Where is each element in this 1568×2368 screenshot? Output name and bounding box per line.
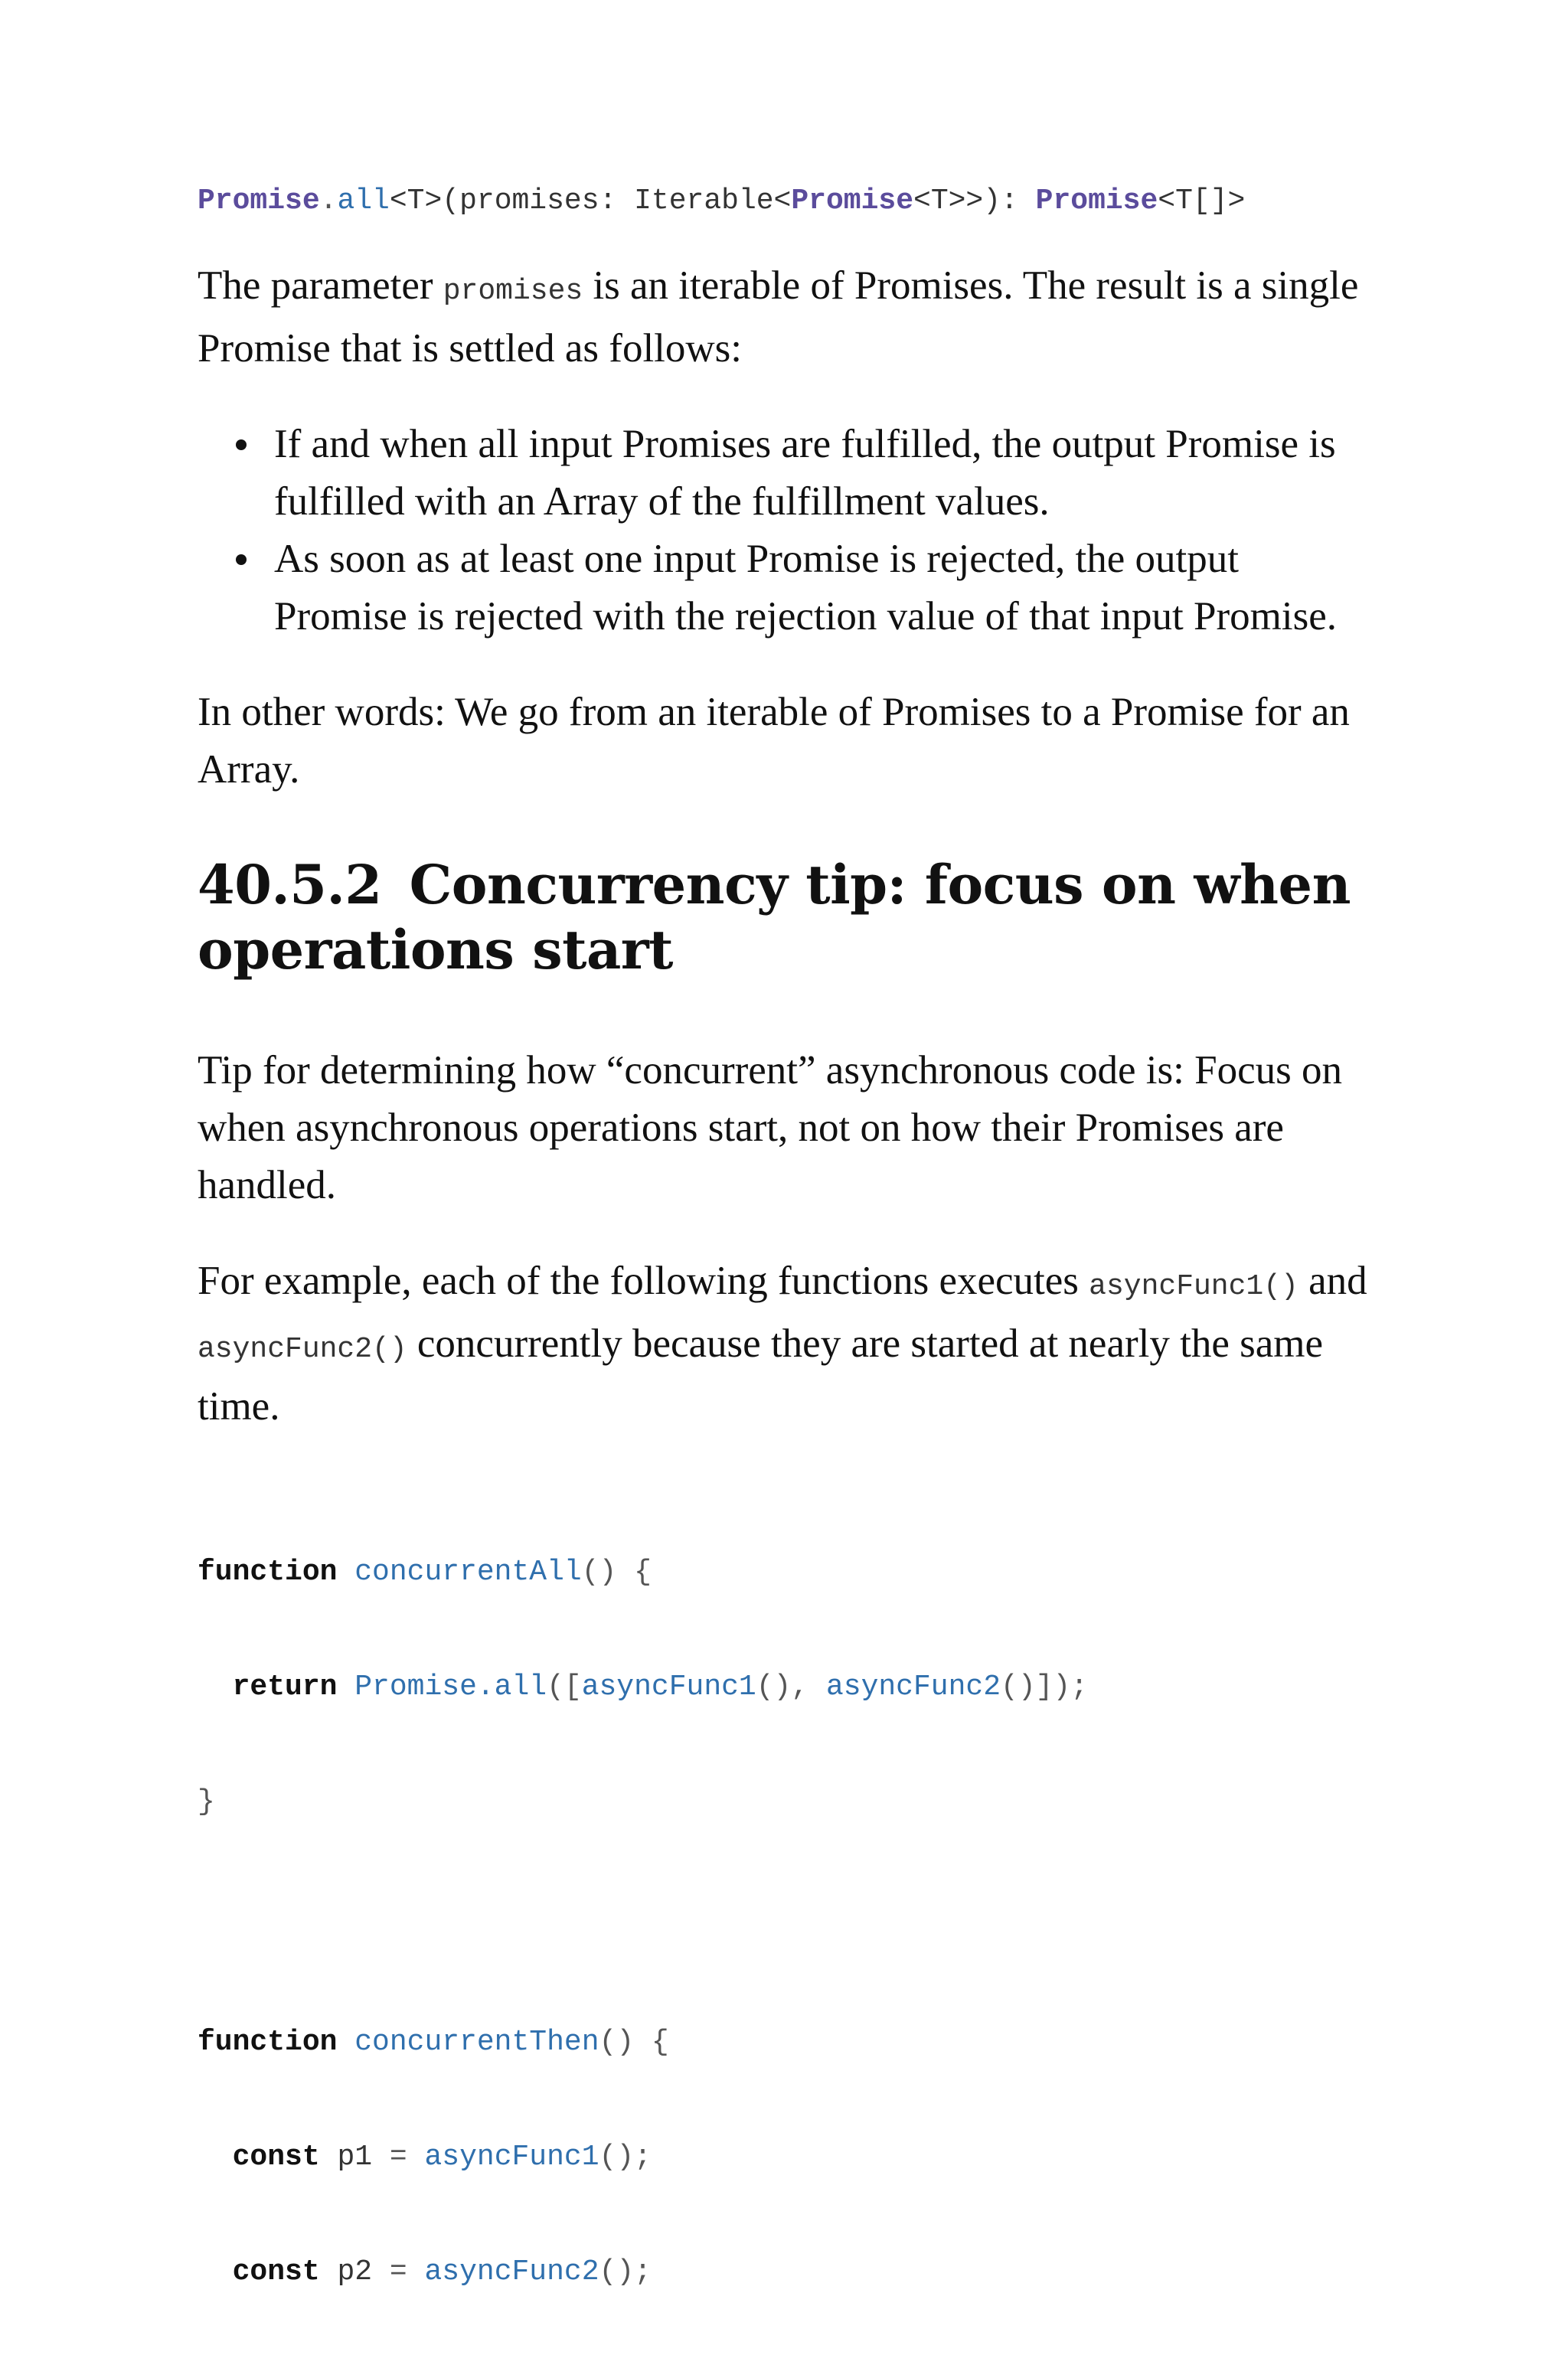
section-heading xyxy=(198,852,1377,982)
bullet-icon xyxy=(236,554,247,565)
code-keyword: const xyxy=(232,2255,320,2288)
code-call: asyncFunc2 xyxy=(424,2255,599,2288)
inline-code: asyncFunc1() xyxy=(1089,1270,1298,1303)
code-punct: (), xyxy=(756,1671,826,1703)
list-item xyxy=(274,531,1377,645)
code-punct: ([ xyxy=(547,1671,582,1703)
sig-dot: . xyxy=(319,185,338,217)
intro-text: The parameter xyxy=(198,263,443,308)
code-punct: ()]); xyxy=(1001,1671,1089,1703)
code-line xyxy=(198,1553,1377,1592)
sig-return-generic: <T[]> xyxy=(1158,185,1246,217)
sig-type: Promise xyxy=(198,185,320,217)
code-call: asyncFunc2 xyxy=(825,1671,1001,1703)
sig-params: <T>(promises: Iterable< xyxy=(389,185,792,217)
code-call: asyncFunc1 xyxy=(581,1671,756,1703)
example-text: and xyxy=(1298,1259,1367,1303)
example-text: concurrently because they are started at nearly the same time. xyxy=(198,1321,1323,1429)
sig-method: all xyxy=(337,185,390,217)
code-line xyxy=(198,2253,1377,2291)
summary-paragraph: In other words: We go from an iterable of Promises to a Promise for an Array. xyxy=(198,690,1350,792)
intro-paragraph xyxy=(198,257,1377,377)
sig-params-close: <T>>): xyxy=(913,185,1036,217)
code-line xyxy=(198,2023,1377,2062)
code-keyword: const xyxy=(232,2141,320,2174)
code-function-name: concurrentAll xyxy=(354,1556,582,1589)
code-variable: p1 xyxy=(337,2141,373,2174)
code-spacer xyxy=(198,1898,1377,1947)
code-keyword: function xyxy=(198,1556,338,1589)
code-call: Promise.all xyxy=(354,1671,547,1703)
code-punct: (); xyxy=(599,2141,652,2174)
intro-text: is an iterable of Promises. The result is a single Promise that is settled as follows: xyxy=(198,263,1359,371)
code-punct: () { xyxy=(581,1556,652,1589)
list-item-text: If and when all input Promises are fulfilled, the output Promise is fulfilled with an Array of the fulfillment values. xyxy=(274,422,1336,524)
code-keyword: return xyxy=(232,1671,338,1703)
settlement-list xyxy=(198,416,1377,645)
code-punct: } xyxy=(198,1785,215,1818)
code-punct: = xyxy=(372,2255,425,2288)
sig-type: Promise xyxy=(791,185,914,217)
code-line xyxy=(198,1783,1377,1821)
section-title: Concurrency tip: focus on when operations start xyxy=(198,853,1351,981)
example-text: For example, each of the following functions executes xyxy=(198,1259,1089,1303)
code-variable: p2 xyxy=(337,2255,373,2288)
code-call: asyncFunc1 xyxy=(424,2141,599,2174)
code-line xyxy=(198,1668,1377,1707)
code-keyword: function xyxy=(198,2026,338,2059)
promise-all-signature xyxy=(198,182,1377,220)
inline-code: promises xyxy=(443,275,583,308)
example-paragraph xyxy=(198,1253,1377,1435)
code-punct: = xyxy=(372,2141,425,2174)
tip-paragraph: Tip for determining how “concurrent” asynchronous code is: Focus on when asynchronous operations start, not on how their Promises are handled. xyxy=(198,1048,1342,1207)
list-item-text: As soon as at least one input Promise is rejected, the output Promise is rejected with the rejection value of that input Promise. xyxy=(274,537,1337,639)
section-number: 40.5.2 xyxy=(198,853,382,916)
code-block xyxy=(198,1477,1377,2368)
list-item xyxy=(274,416,1377,531)
code-punct: (); xyxy=(599,2255,652,2288)
code-function-name: concurrentThen xyxy=(354,2026,599,2059)
bullet-icon xyxy=(236,439,247,450)
document-page xyxy=(198,182,1377,2368)
inline-code: asyncFunc2() xyxy=(198,1333,407,1366)
sig-return-type: Promise xyxy=(1035,185,1158,217)
code-punct: () { xyxy=(599,2026,669,2059)
code-line xyxy=(198,2138,1377,2177)
